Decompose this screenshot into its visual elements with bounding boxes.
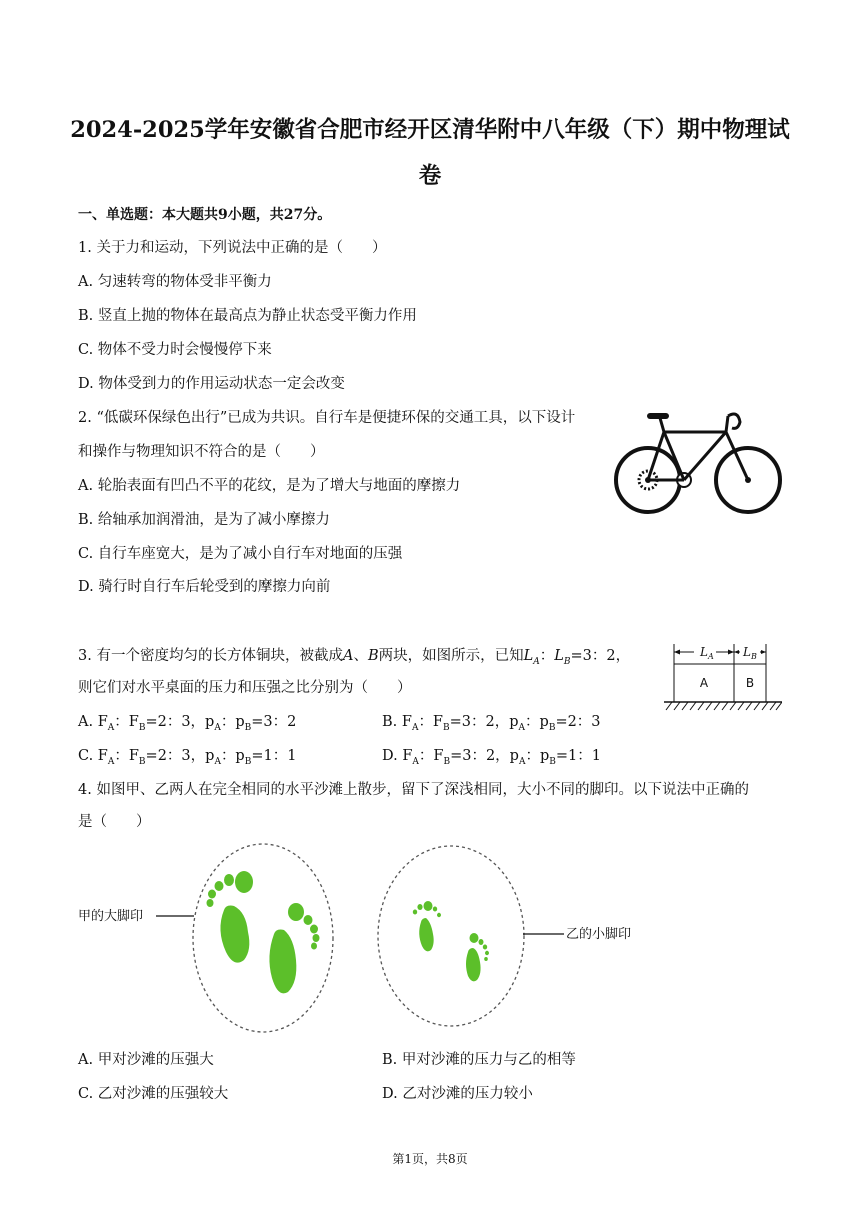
q3-c-r3: =1：1: [251, 748, 297, 764]
q2-option-a: A. 轮胎表面有凹凸不平的花纹，是为了增大与地面的摩擦力: [78, 478, 461, 494]
label-left: 甲的大脚印: [78, 909, 144, 924]
q4-option-b: B. 甲对沙滩的压力与乙的相等: [382, 1052, 576, 1068]
q4-stem-line1: 4. 如图甲、乙两人在完全相同的水平沙滩上散步，留下了深浅相同，大小不同的脚印。以下说法中正确的: [78, 782, 749, 798]
label-right: 乙的小脚印: [566, 927, 632, 942]
q3-c-r1: =2：3，p: [145, 748, 215, 764]
q3-b-sub3: A: [518, 722, 526, 733]
fig-lb-label: L: [743, 645, 751, 659]
q4-option-c: C. 乙对沙滩的压强较大: [78, 1086, 229, 1102]
q3-a-lead: A. F: [78, 714, 108, 730]
q3-d-sub1: A: [412, 756, 419, 767]
section-heading: 一、单选题：本大题共9小题，共27分。: [78, 207, 332, 223]
footprints-figure: [76, 842, 656, 1042]
q2-option-d: D. 骑行时自行车后轮受到的摩擦力向前: [78, 579, 331, 595]
q3-b-sub1: A: [411, 722, 419, 733]
bicycle-figure: [614, 404, 782, 520]
q1-option-c: C. 物体不受力时会慢慢停下来: [78, 342, 272, 358]
q3-c-sub4: B: [244, 756, 252, 767]
q3-d-r1: =3：2，p: [450, 748, 519, 764]
q3-b-r3: =2：3: [555, 714, 601, 730]
q3-b-lead: B. F: [382, 714, 412, 730]
q2-option-b: B. 给轴承加润滑油，是为了减小摩擦力: [78, 512, 330, 528]
q3-d-sub3: A: [518, 756, 526, 767]
fig-block-a: A: [699, 676, 709, 690]
q3-d-r3: =1：1: [555, 748, 601, 764]
q3-stem-sep: 、: [353, 648, 368, 664]
q2-stem-line1: 2. “低碳环保绿色出行”已成为共识。自行车是便捷环保的交通工具，以下设计: [78, 410, 576, 426]
q3-stem-var-a: A: [342, 648, 354, 664]
q3-a-sub3: A: [214, 722, 221, 733]
q3-stem-var-b: B: [367, 648, 379, 664]
q1-option-d: D. 物体受到力的作用运动状态一定会改变: [78, 376, 345, 392]
q2-option-c: C. 自行车座宽大，是为了减小自行车对地面的压强: [78, 546, 403, 562]
q3-b-r2: ：p: [525, 714, 549, 730]
q3-stem-ratio: =3：2，: [570, 648, 631, 664]
q3-option-b: [382, 710, 601, 733]
q3-option-c: [78, 744, 296, 767]
q1-option-b: B. 竖直上抛的物体在最高点为静止状态受平衡力作用: [78, 308, 417, 324]
q3-a-sub1: A: [107, 722, 115, 733]
svg-text:LA: [699, 645, 714, 661]
q3-stem-lb-sub: B: [563, 656, 571, 667]
q3-b-sub4: B: [548, 722, 556, 733]
q3-a-r2: ：p: [220, 714, 245, 730]
q3-d-r2: ：p: [525, 748, 550, 764]
q1-option-a: A. 匀速转弯的物体受非平衡力: [78, 274, 272, 290]
q3-stem-la: L: [523, 648, 534, 664]
q3-c-tail: ：F: [114, 748, 139, 764]
q3-c-sub2: B: [138, 756, 146, 767]
q4-option-d: D. 乙对沙滩的压力较小: [382, 1086, 533, 1102]
q3-b-sub2: B: [443, 722, 450, 733]
q3-stem-colon: ：: [539, 648, 555, 664]
q3-stem-la-sub: A: [533, 656, 540, 667]
svg-text:LB: [742, 645, 757, 661]
q3-stem-line2: 则它们对水平桌面的压力和压强之比分别为（ ）: [78, 680, 412, 696]
small-footprint-2: [466, 933, 489, 981]
fig-la-sub: A: [707, 652, 714, 661]
q3-c-lead: C. F: [78, 748, 108, 764]
q1-stem: 1. 关于力和运动，下列说法中正确的是（ ）: [78, 240, 387, 256]
page-title-line1: 2024-2025学年安徽省合肥市经开区清华附中八年级（下）期中物理试: [70, 117, 790, 143]
q3-a-r3: =3：2: [251, 714, 297, 730]
copper-block-figure: [664, 640, 782, 716]
big-footprint-1: [207, 871, 254, 963]
q3-d-sub4: B: [549, 756, 556, 767]
q3-stem-lb: L: [554, 648, 564, 664]
big-footprint-2: [269, 903, 319, 993]
q3-option-d: [382, 744, 601, 767]
q3-b-tail: ：F: [418, 714, 443, 730]
fig-block-b: B: [745, 676, 755, 690]
fig-la-label: L: [700, 645, 708, 659]
q3-d-sub2: B: [443, 756, 451, 767]
q3-d-tail: ：F: [418, 748, 444, 764]
q3-c-sub1: A: [107, 756, 115, 767]
q3-a-r1: =2：3，p: [145, 714, 215, 730]
q3-option-a: [78, 710, 296, 733]
q3-c-sub3: A: [214, 756, 221, 767]
q3-b-r1: =3：2，p: [449, 714, 519, 730]
q4-stem-line2: 是（ ）: [78, 814, 151, 830]
q3-c-r2: ：p: [220, 748, 245, 764]
page-footer: 第1页，共8页: [392, 1152, 468, 1166]
page-title-line2: 卷: [418, 163, 442, 189]
q3-a-tail: ：F: [114, 714, 139, 730]
fig-lb-sub: B: [750, 652, 757, 661]
q3-d-lead: D. F: [382, 748, 413, 764]
small-footprint-1: [413, 901, 441, 951]
q3-stem-line1: [78, 644, 630, 667]
q2-stem-line2: 和操作与物理知识不符合的是（ ）: [78, 444, 325, 460]
q3-stem-text-c: 两块，如图所示，已知: [378, 648, 524, 664]
q4-option-a: A. 甲对沙滩的压强大: [78, 1052, 214, 1068]
q3-a-sub4: B: [244, 722, 252, 733]
q3-a-sub2: B: [138, 722, 146, 733]
q3-stem-text-a: 3. 有一个密度均匀的长方体铜块，被截成: [78, 648, 343, 664]
